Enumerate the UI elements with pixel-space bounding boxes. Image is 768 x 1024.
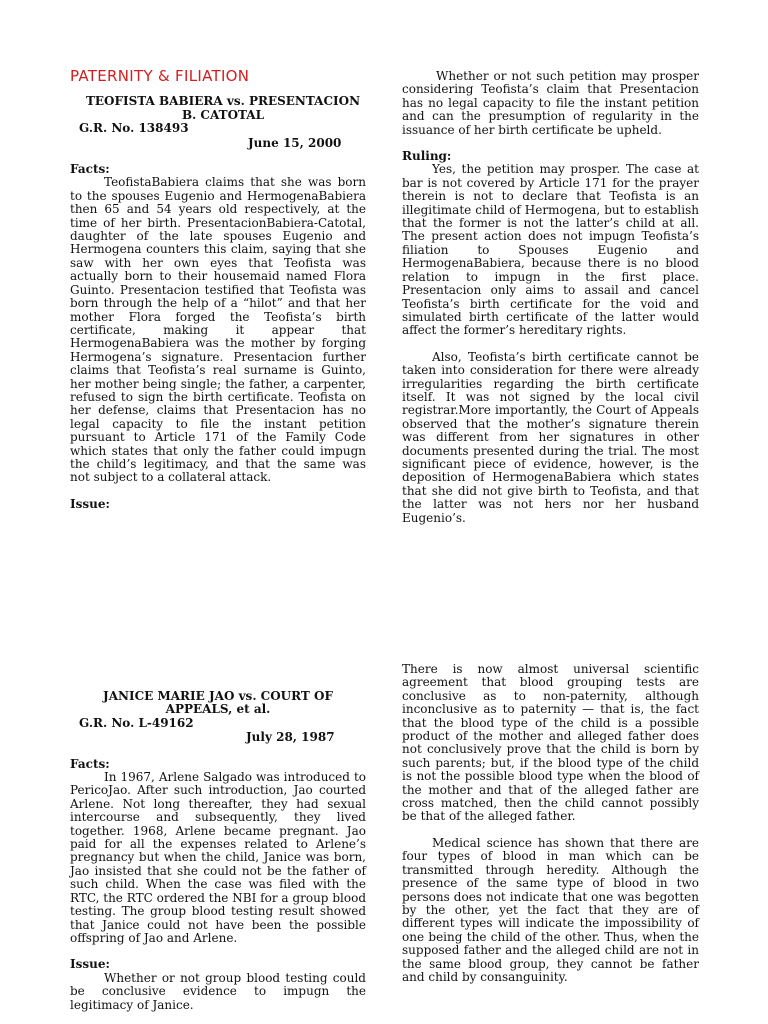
case1-right-column	[402, 70, 699, 525]
case2-right-column	[402, 663, 699, 984]
case2-date: July 28, 1987	[246, 730, 335, 745]
case2-facts-label: Facts:	[70, 756, 110, 771]
case1-title: TEOFISTA BABIERA vs. PRESENTACION B. CATOTAL	[85, 94, 361, 122]
case1-date: June 15, 2000	[248, 135, 342, 150]
case2-paragraph-1: There is now almost universal scientific agreement that blood grouping tests are conclusive as to non-paternity, although inconclusive as to paternity — that is, the fact that the blood type of the child is a possible product of the mother and alleged father does not conclusively prove that the child is born by such parents; but, if the blood type of the child is not the possible blood type when the blood of the mother and that of the alleged father are cross matched, then the child cannot possibly be that of the alleged father.	[402, 662, 699, 824]
case2-issue-label: Issue:	[70, 957, 110, 972]
case2-paragraph-2: Medical science has shown that there are four types of blood in man which can be transmitted through heredity. Although the presence of the same type of blood in two persons does not indicate that one was begotten by the other, yet the fact that they are of different types will indicate the impossibility of one being the child of the other. Thus, when the supposed father and the alleged child are not in the same blood group, they cannot be father and child by consanguinity.	[402, 835, 699, 984]
case1-gr-number: G.R. No. 138493	[79, 121, 189, 136]
case2-facts-text: In 1967, Arlene Salgado was introduced to PericoJao. After such introduction, Jao courted Arlene. Not long thereafter, they had sexual intercourse and subsequently, they lived together. 1968, Arlene became pregnant. Jao paid for all the expenses related to Arlene’s pregnancy but when the child, Janice was born, Jao insisted that she could not be the father of such child. When the case was filed with the RTC, the RTC ordered the NBI for a group blood testing. The group blood testing result showed that Janice could not have been the possible offspring of Jao and Arlene.	[70, 770, 366, 945]
case2-issue-text: Whether or not group blood testing could be conclusive evidence to impugn the legitimacy of Janice.	[70, 970, 366, 1012]
case1-issue-label: Issue:	[70, 496, 110, 511]
case1-ruling-label: Ruling:	[402, 149, 452, 164]
case1-issue-text: Whether or not such petition may prosper considering Teofista’s claim that Presentacion has no legal capacity to file the instant petition and can the presumption of regularity in the issuance of her birth certificate be upheld.	[402, 69, 699, 137]
case1-left-column	[70, 67, 366, 511]
case2-gr-number: G.R. No. L-49162	[79, 715, 194, 730]
case1-facts-label: Facts:	[70, 162, 110, 177]
case1-ruling-paragraph-1: Yes, the petition may prosper. The case at bar is not covered by Article 171 for the prayer therein is not to declare that Teofista is an illegitimate child of Hermogena, but to establish that the former is not the latter’s child at all. The present action does not impugn Teofista’s filiation to Spouses Eugenio and HermogenaBabiera, because there is no blood relation to impugn in the first place. Presentacion only aims to assail and cancel Teofista’s birth certificate for the void and simulated birth certificate of the latter would affect the former’s hereditary rights.	[402, 162, 699, 338]
case2-left-column	[70, 690, 366, 1012]
case1-ruling-paragraph-2: Also, Teofista’s birth certificate cannot be taken into consideration for there were already irregularities regarding the birth certificate itself. It was not signed by the local civil registrar.More importantly, the Court of Appeals observed that the mother’s signature therein was different from her signatures in other documents presented during the trial. The most significant piece of evidence, however, is the deposition of HermogenaBabiera which states that she did not give birth to Teofista, and that the latter was not hers nor her husband Eugenio’s.	[402, 349, 699, 525]
case1-facts-text: TeofistaBabiera claims that she was born to the spouses Eugenio and HermogenaBabiera then 65 and 54 years old respectively, at the time of her birth. PresentacionBabiera-Catotal, daughter of the late spouses Eugenio and Hermogena counters this claim, saying that she saw with her own eyes that Teofista was actually born to their housemaid named Flora Guinto. Presentacion testified that Teofista was born through the help of a “hilot” and that her mother Flora forged the Teofista’s birth certificate, making it appear that HermogenaBabiera was the mother by forging Hermogena’s signature. Presentacion further claims that Teofista’s real surname is Guinto, her mother being single; the father, a carpenter, refused to sign the birth certificate. Teofista on her defense, claims that Presentacion has no legal capacity to file the instant petition pursuant to Article 171 of the Family Code which states that only the father could impugn the child’s legitimacy, and that the same was not subject to a collateral attack.	[70, 175, 366, 485]
case2-title: JANICE MARIE JAO vs. COURT OF APPEALS, et al.	[103, 689, 333, 717]
section-title: PATERNITY & FILIATION	[70, 67, 250, 85]
